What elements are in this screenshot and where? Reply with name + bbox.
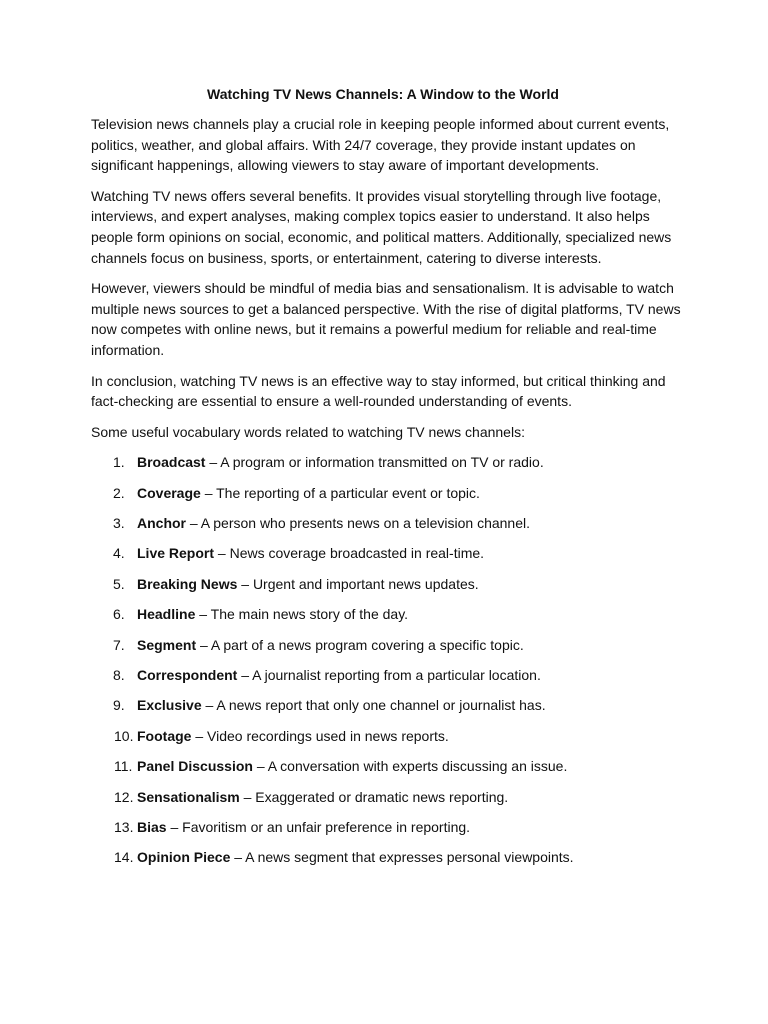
vocabulary-definition: – Urgent and important news updates. <box>237 575 479 592</box>
item-number: 14. <box>114 849 134 866</box>
item-number: 2. <box>113 484 125 501</box>
vocabulary-term: Footage <box>137 727 192 744</box>
vocabulary-list <box>91 452 681 868</box>
vocabulary-term: Broadcast <box>137 454 206 471</box>
vocabulary-item <box>91 574 681 595</box>
vocabulary-item <box>91 695 681 716</box>
vocabulary-term: Bias <box>137 819 167 835</box>
item-number: 8. <box>113 667 125 684</box>
item-number: 13. <box>114 819 134 835</box>
vocabulary-term: Coverage <box>137 484 201 501</box>
vocabulary-term: Correspondent <box>137 667 238 684</box>
document-page <box>91 84 681 878</box>
item-number: 5. <box>113 575 125 592</box>
paragraph-caution: However, viewers should be mindful of media bias and sensationalism. It is advisable to watch multiple news sources to get a balanced perspective. With the rise of digital platforms, TV news now competes with online news, but it remains a powerful medium for reliable and real-time information. <box>91 280 681 358</box>
item-number: 6. <box>113 606 125 623</box>
paragraph-intro: Television news channels play a crucial role in keeping people informed about current events, politics, weather, and global affairs. With 24/7 coverage, they provide instant updates on significant happenings, allowing viewers to stay aware of important developments. <box>91 116 670 174</box>
vocabulary-definition: – A part of a news program covering a specific topic. <box>196 636 524 653</box>
item-number: 11. <box>114 758 133 775</box>
item-number: 1. <box>113 454 125 471</box>
vocabulary-definition: – Exaggerated or dramatic news reporting. <box>239 788 509 805</box>
vocabulary-term: Opinion Piece <box>137 849 231 866</box>
item-number: 7. <box>113 636 125 653</box>
vocabulary-term: Headline <box>137 606 196 623</box>
vocabulary-item <box>91 726 681 747</box>
item-number: 12. <box>114 788 134 805</box>
vocabulary-term: Live Report <box>137 545 215 562</box>
paragraph-benefits: Watching TV news offers several benefits. It provides visual storytelling through live footage, interviews, and expert analyses, making complex topics easier to understand. It also helps people form opinions on social, economic, and political matters. Additionally, specialized news channels focus on business, sports, or entertainment, catering to diverse interests. <box>91 187 672 266</box>
vocabulary-item <box>91 847 681 868</box>
vocabulary-item <box>91 756 681 777</box>
vocabulary-definition: – A person who presents news on a television channel. <box>186 515 530 532</box>
vocabulary-definition: – The main news story of the day. <box>195 606 409 623</box>
vocabulary-item <box>91 604 681 625</box>
vocabulary-term: Anchor <box>137 515 186 532</box>
vocabulary-intro: Some useful vocabulary words related to watching TV news channels: <box>91 423 525 440</box>
vocabulary-item <box>91 787 681 808</box>
vocabulary-definition: – Video recordings used in news reports. <box>191 727 449 744</box>
vocabulary-item <box>91 483 681 504</box>
paragraph-conclusion: In conclusion, watching TV news is an effective way to stay informed, but critical thinking and fact-checking are essential to ensure a well-rounded understanding of events. <box>91 372 666 410</box>
vocabulary-definition: – A news segment that expresses personal viewpoints. <box>230 849 574 866</box>
vocabulary-term: Breaking News <box>137 575 238 592</box>
vocabulary-item <box>91 543 681 564</box>
vocabulary-term: Segment <box>137 636 197 653</box>
vocabulary-item <box>91 635 681 656</box>
vocabulary-term: Exclusive <box>137 697 202 714</box>
item-number: 4. <box>113 545 125 562</box>
vocabulary-item <box>91 513 681 534</box>
vocabulary-definition: – Favoritism or an unfair preference in reporting. <box>166 819 471 835</box>
item-number: 3. <box>113 515 125 532</box>
vocabulary-term: Sensationalism <box>137 788 240 805</box>
vocabulary-definition: – A program or information transmitted on TV or radio. <box>205 454 544 471</box>
vocabulary-item <box>91 665 681 686</box>
item-number: 10. <box>114 727 134 744</box>
item-number: 9. <box>113 697 125 714</box>
vocabulary-item <box>91 817 681 838</box>
vocabulary-definition: – A journalist reporting from a particular location. <box>237 667 541 684</box>
vocabulary-definition: – A news report that only one channel or journalist has. <box>201 697 546 714</box>
vocabulary-definition: – A conversation with experts discussing an issue. <box>252 758 568 775</box>
vocabulary-definition: – The reporting of a particular event or topic. <box>200 484 480 501</box>
document-title: Watching TV News Channels: A Window to the World <box>207 86 559 102</box>
vocabulary-term: Panel Discussion <box>137 758 253 775</box>
vocabulary-item <box>91 452 681 473</box>
vocabulary-definition: – News coverage broadcasted in real-time. <box>214 545 485 562</box>
